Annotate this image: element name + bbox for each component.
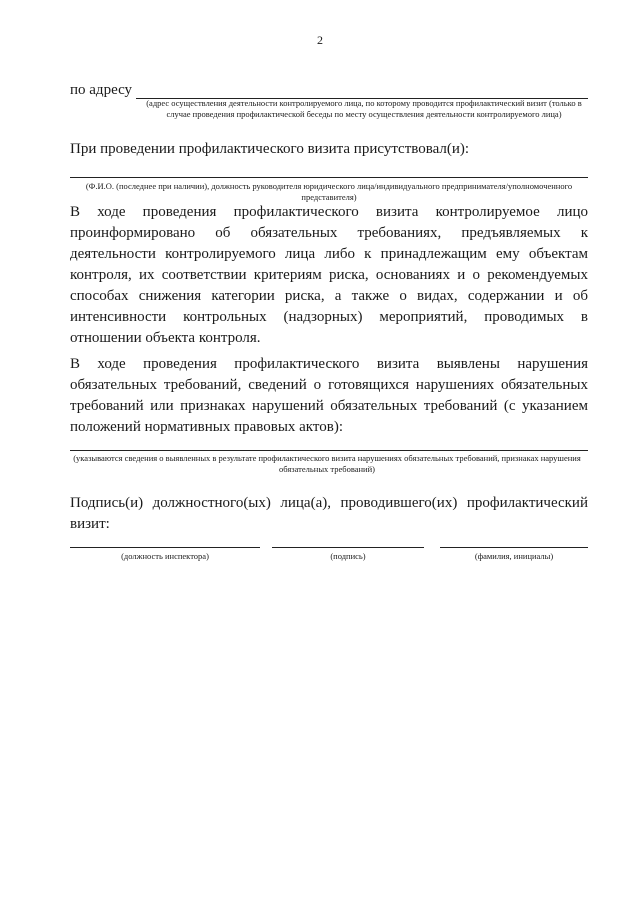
address-caption: (адрес осуществления деятельности контролируемого лица, по которому проводится профилактический визит (только в случае проведения профилактической беседы по месту осуществления деятельности контролируемого лица) (146, 98, 582, 119)
violations-paragraph: В ходе проведения профилактического визита выявлены нарушения обязательных требований, сведений о готовящихся нарушениях обязательных требований или признаках нарушений обязательных требований (с указанием положений нормативных правовых актов): (70, 356, 588, 435)
presence-caption: (Ф.И.О. (последнее при наличии), должность руководителя юридического лица/индивидуального предпринимателя/уполномоченного представителя) (85, 181, 573, 202)
signature-heading: Подпись(и) должностного(ых) лица(а), проводившего(их) профилактический визит: (70, 495, 588, 532)
signature-field-name (440, 547, 588, 561)
address-field-line (136, 84, 588, 99)
address-label: по адресу (70, 82, 133, 98)
signature-row (0, 547, 640, 577)
signature-field-position (70, 547, 260, 561)
presence-field-line (70, 177, 588, 178)
violations-caption: (указываются сведения о выявленных в результате профилактического визита нарушениях обязательных требований, признаках нарушения обязательных требований) (73, 453, 581, 474)
signature-field-sign (272, 547, 424, 561)
informed-paragraph: В ходе проведения профилактического визита контролируемое лицо проинформировано об обязательных требованиях, предъявляемых к деятельности контролируемого лица либо к принадлежащим ему объектам контроля, их соответствии критериям риска, основаниях и о рекомендуемых способах снижения категории риска, а также о видах, содержании и об интенсивности контрольных (надзорных) мероприятий, проводимых в отношении объекта контроля. (70, 204, 588, 346)
signature-field-label: (подпись) (330, 551, 366, 561)
signature-line (272, 547, 424, 548)
signature-line (440, 547, 588, 548)
presence-heading: При проведении профилактического визита присутствовал(и): (70, 141, 470, 157)
page-number: 2 (317, 33, 323, 47)
signature-field-label: (фамилия, инициалы) (474, 551, 554, 561)
violations-field-line (70, 450, 588, 451)
signature-field-label: (должность инспектора) (121, 551, 209, 561)
signature-line (70, 547, 260, 548)
address-row (70, 82, 588, 99)
